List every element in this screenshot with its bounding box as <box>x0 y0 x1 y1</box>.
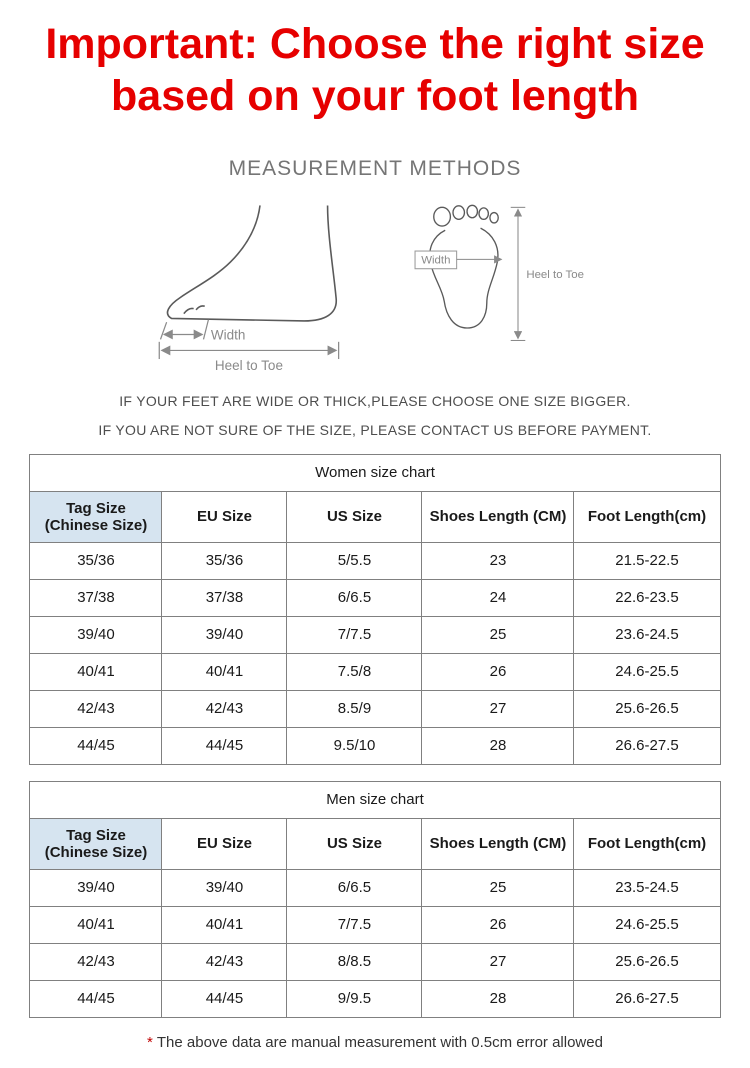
table-row <box>30 579 720 616</box>
table-cell: 7/7.5 <box>287 616 422 653</box>
table-cell: 39/40 <box>30 869 162 906</box>
table-cell: 40/41 <box>162 906 287 943</box>
table-row <box>30 727 720 764</box>
table-row <box>30 943 720 980</box>
women-chart-title: Women size chart <box>30 454 720 491</box>
foot-top-view-illustration <box>414 203 596 349</box>
men-chart-title: Men size chart <box>30 781 720 818</box>
table-cell: 40/41 <box>162 653 287 690</box>
table-cell: 8.5/9 <box>287 690 422 727</box>
col-header-us-size: US Size <box>287 818 422 869</box>
table-cell: 39/40 <box>162 869 287 906</box>
table-cell: 5/5.5 <box>287 542 422 579</box>
table-cell: 9.5/10 <box>287 727 422 764</box>
table-cell: 39/40 <box>30 616 162 653</box>
table-cell: 9/9.5 <box>287 980 422 1017</box>
table-cell: 44/45 <box>30 727 162 764</box>
table-cell: 44/45 <box>162 980 287 1017</box>
table-cell: 42/43 <box>162 690 287 727</box>
table-row <box>30 906 720 943</box>
col-header-foot-length: Foot Length(cm) <box>574 491 720 542</box>
table-header-row <box>30 491 720 542</box>
measurement-disclaimer <box>0 1034 750 1051</box>
measurement-diagrams <box>0 203 750 385</box>
table-cell: 23.5-24.5 <box>574 869 720 906</box>
measurement-methods-heading: MEASUREMENT METHODS <box>228 156 522 180</box>
table-cell: 22.6-23.5 <box>574 579 720 616</box>
side-view-width-label: Width <box>210 327 246 343</box>
table-cell: 25 <box>422 616 574 653</box>
chart-title-row <box>30 454 720 491</box>
table-row <box>30 690 720 727</box>
table-cell: 24.6-25.5 <box>574 653 720 690</box>
col-header-foot-length: Foot Length(cm) <box>574 818 720 869</box>
table-cell: 7.5/8 <box>287 653 422 690</box>
note-contact-us: IF YOU ARE NOT SURE OF THE SIZE, PLEASE CONTACT US BEFORE PAYMENT. <box>98 421 652 438</box>
table-row <box>30 542 720 579</box>
table-cell: 42/43 <box>30 690 162 727</box>
table-cell: 40/41 <box>30 653 162 690</box>
table-cell: 26 <box>422 906 574 943</box>
col-header-tag-size: Tag Size (Chinese Size) <box>30 491 162 542</box>
foot-top-view-diagram <box>414 203 596 349</box>
table-cell: 28 <box>422 980 574 1017</box>
table-cell: 21.5-22.5 <box>574 542 720 579</box>
table-cell: 27 <box>422 690 574 727</box>
table-cell: 26.6-27.5 <box>574 727 720 764</box>
table-cell: 37/38 <box>162 579 287 616</box>
table-cell: 6/6.5 <box>287 579 422 616</box>
table-cell: 35/36 <box>30 542 162 579</box>
table-row <box>30 869 720 906</box>
table-cell: 25 <box>422 869 574 906</box>
table-cell: 8/8.5 <box>287 943 422 980</box>
page-title-line2: based on your foot length <box>111 72 639 121</box>
table-cell: 40/41 <box>30 906 162 943</box>
table-header-row <box>30 818 720 869</box>
table-cell: 35/36 <box>162 542 287 579</box>
table-cell: 6/6.5 <box>287 869 422 906</box>
table-cell: 24.6-25.5 <box>574 906 720 943</box>
table-cell: 23 <box>422 542 574 579</box>
col-header-shoes-length: Shoes Length (CM) <box>422 491 574 542</box>
table-cell: 26.6-27.5 <box>574 980 720 1017</box>
table-row <box>30 653 720 690</box>
foot-side-view-diagram <box>154 203 366 375</box>
col-header-eu-size: EU Size <box>162 491 287 542</box>
page-title <box>10 18 740 123</box>
table-cell: 37/38 <box>30 579 162 616</box>
chart-title-row <box>30 781 720 818</box>
top-view-width-label: Width <box>421 254 451 267</box>
table-cell: 44/45 <box>162 727 287 764</box>
table-row <box>30 616 720 653</box>
table-cell: 28 <box>422 727 574 764</box>
col-header-tag-size: Tag Size (Chinese Size) <box>30 818 162 869</box>
top-view-length-label: Heel to Toe <box>526 268 584 281</box>
col-header-us-size: US Size <box>287 491 422 542</box>
note-wide-feet: IF YOUR FEET ARE WIDE OR THICK,PLEASE CHOOSE ONE SIZE BIGGER. <box>119 392 631 409</box>
table-cell: 24 <box>422 579 574 616</box>
foot-side-view-illustration <box>154 203 366 375</box>
disclaimer-asterisk: * <box>147 1033 153 1051</box>
table-cell: 25.6-26.5 <box>574 943 720 980</box>
disclaimer-text: The above data are manual measurement with 0.5cm error allowed <box>156 1033 603 1051</box>
table-row <box>30 980 720 1017</box>
side-view-length-label: Heel to Toe <box>214 357 283 373</box>
women-size-chart <box>29 454 720 765</box>
table-cell: 44/45 <box>30 980 162 1017</box>
col-header-shoes-length: Shoes Length (CM) <box>422 818 574 869</box>
table-cell: 7/7.5 <box>287 906 422 943</box>
col-header-eu-size: EU Size <box>162 818 287 869</box>
table-cell: 39/40 <box>162 616 287 653</box>
size-guide-page <box>0 18 750 1051</box>
table-cell: 23.6-24.5 <box>574 616 720 653</box>
page-title-line1: Important: Choose the right size <box>45 20 705 68</box>
table-cell: 42/43 <box>30 943 162 980</box>
table-cell: 26 <box>422 653 574 690</box>
table-cell: 27 <box>422 943 574 980</box>
table-cell: 25.6-26.5 <box>574 690 720 727</box>
size-advice-notes <box>0 393 750 438</box>
men-size-chart <box>29 781 720 1018</box>
table-cell: 42/43 <box>162 943 287 980</box>
